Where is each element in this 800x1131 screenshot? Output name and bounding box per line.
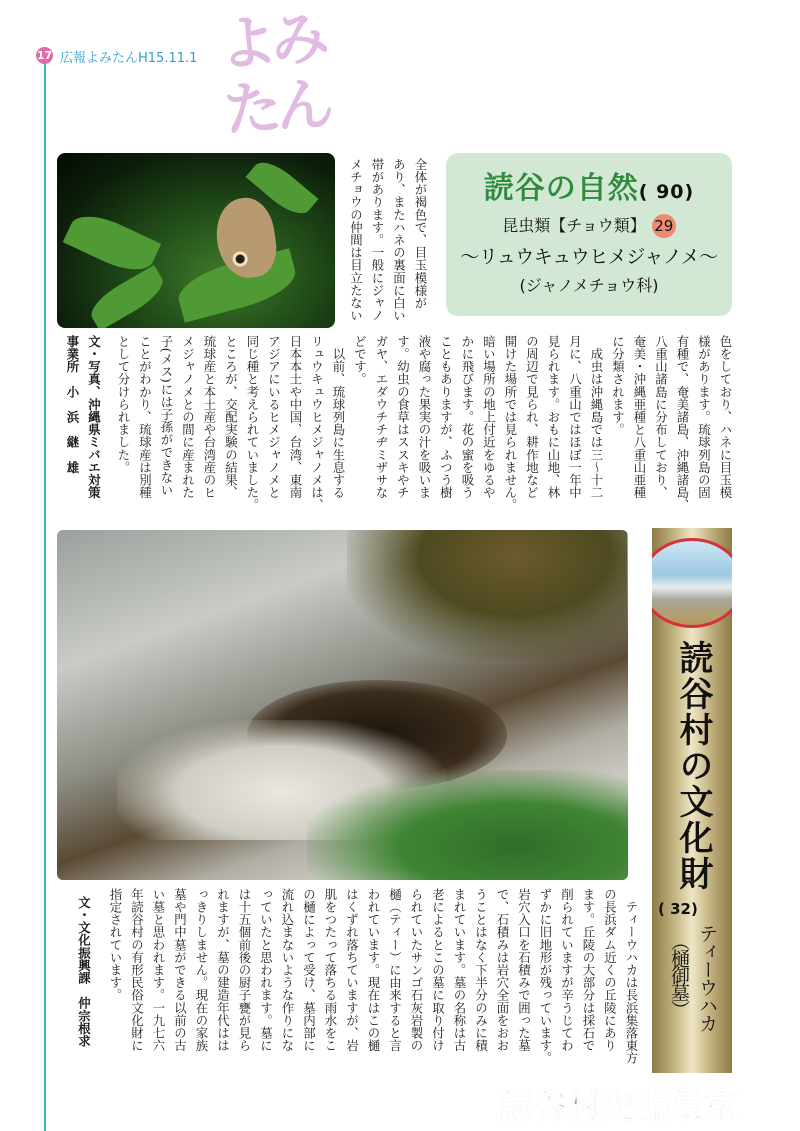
margin-rule <box>44 62 46 1131</box>
text-column: 以前、琉球列島に生息する <box>331 335 346 499</box>
tomb-photo <box>57 530 628 880</box>
text-column: メチョウの仲間は目立たない <box>348 158 364 322</box>
text-column: 肌をつたって落ちる雨水をこ <box>323 888 338 1052</box>
text-column: 八重山諸島に分布しており、 <box>653 335 669 499</box>
heritage-article-body <box>76 888 642 1070</box>
heritage-banner <box>652 528 732 1073</box>
nature-title: 読谷の自然 <box>483 171 639 206</box>
text-column: 子(メス)には子孫ができない <box>159 335 174 497</box>
text-column: こともありますが、ふつう樹 <box>438 335 454 499</box>
text-column: 琉球産と本土産や台湾産のヒ <box>202 335 217 499</box>
text-column: ガヤ、エダウチチヂミザサな <box>374 335 389 499</box>
text-column: の樋によって受け、墓内部に <box>301 888 317 1052</box>
text-column: われています。現在はこの樋 <box>366 888 381 1052</box>
text-column: で、石積みは岩穴全面をおお <box>495 888 510 1052</box>
text-column: 同じ種と考えられていました。 <box>245 335 260 512</box>
text-column: あり、またハネの裏面に白い <box>391 158 407 322</box>
nature-issue: ( 90) <box>638 181 695 203</box>
text-column: 開けた場所では見られません。 <box>503 335 518 512</box>
text-column: 月に、八重山ではほぼ一年中 <box>567 335 583 499</box>
text-column: 削られていますが辛うじてわ <box>559 888 575 1052</box>
text-column: どです。 <box>352 335 368 386</box>
text-column: れますが、墓の建造年代はは <box>215 888 231 1052</box>
species-family: (ジャノメチョウ科) <box>519 276 659 295</box>
text-column: アジアにいるヒメジャノメと <box>266 335 282 499</box>
publication-title: 広報よみたんH15.11.1 <box>60 51 198 66</box>
text-column: 液や腐った果実の汁を吸いま <box>417 335 432 499</box>
text-column: 様があります。琉球列島の固 <box>696 335 712 499</box>
text-column: 見られます。おもに山地、林 <box>546 335 561 499</box>
text-column: 有種で、奄美諸島、沖縄諸島、 <box>675 335 690 512</box>
text-column: 指定されています。 <box>108 888 123 1002</box>
species-name: 〜リュウキュウヒメジャノメ〜 <box>460 246 718 268</box>
heritage-subtitle: ティーウハカ <box>696 924 718 1032</box>
text-column: られていたサンゴ石灰岩製の <box>409 888 424 1052</box>
text-column: かに飛びます。花の蜜を吸う <box>460 335 475 499</box>
text-column: に分類されます。 <box>610 335 626 436</box>
text-column: 全体が褐色で、目玉模様が <box>413 158 428 310</box>
text-column: として分けられました。 <box>116 335 131 474</box>
shrubs <box>307 770 628 880</box>
credit-line: 事業所 小 浜 継 雄 <box>65 335 80 474</box>
text-column: い墓と思われます。一九七六 <box>151 888 166 1052</box>
text-column: 日本本土や中国、台湾、東南 <box>288 335 303 499</box>
text-column: は十五個前後の厨子甕が見ら <box>237 888 252 1052</box>
text-column: 年読谷村の有形民俗文化財に <box>129 888 145 1052</box>
yomitan-logo: よみたん <box>217 3 331 145</box>
nature-article-body <box>60 335 736 515</box>
text-column: っきりしません。現在の家族 <box>194 888 209 1052</box>
text-column: っていたと思われます。墓に <box>258 888 274 1052</box>
text-column: の周辺で見られ、耕作地など <box>524 335 540 499</box>
text-column: 流れ込まないような作りにな <box>280 888 295 1052</box>
text-column: ことがわかり、琉球産は別種 <box>137 335 153 499</box>
credit-line: 文・写真、沖縄県ミバエ対策 <box>86 335 102 499</box>
text-column: 墓や門中墓ができる以前の古 <box>172 888 188 1052</box>
photo-caption-text <box>345 158 431 326</box>
heritage-issue: ( 32) <box>658 900 698 918</box>
text-column: 老によるとこの墓に取り付け <box>430 888 446 1052</box>
text-column: 岩穴入口を石積みで囲った墓 <box>516 888 532 1052</box>
text-column: リュウキュウヒメジャノメは、 <box>309 335 325 512</box>
text-column: 色をしており、ハネに目玉模 <box>718 335 733 499</box>
text-column: ティーウハカは長浜集落東方 <box>624 888 639 1065</box>
text-column: はくずれ落ちていますが、岩 <box>344 888 360 1052</box>
butterfly-photo <box>57 153 335 328</box>
text-column: 成虫は沖縄島では三〜十二 <box>589 335 604 499</box>
text-column: ずかに旧地形が残っています。 <box>538 888 553 1065</box>
text-column: の長浜ダム近くの丘陵にあり <box>602 888 618 1052</box>
text-column: メジャノメとの間に産まれた <box>180 335 196 499</box>
text-column: 奄美・沖縄亜種と八重山亜種 <box>632 335 647 499</box>
watermark: 読谷村史編集室 <box>500 1086 738 1125</box>
text-column: 帯があります。一般にジャノ <box>370 158 385 322</box>
text-column: す。幼虫の食草はススキやチ <box>395 335 411 499</box>
category-number-badge: 29 <box>652 214 676 238</box>
palm-fronds <box>347 530 627 660</box>
text-column: うことはなく下半分のみに積 <box>473 888 489 1052</box>
nature-title-box <box>446 153 732 316</box>
text-column: ところが、交配実験の結果、 <box>223 335 239 499</box>
heritage-title: 読谷村の文化財 <box>673 640 713 892</box>
text-column: まれています。墓の名称は古 <box>452 888 467 1052</box>
heritage-subtitle-kanji: （樋御墓） <box>668 932 690 1017</box>
category-label: 昆虫類【チョウ類】 <box>502 216 646 235</box>
tomb-thumbnail <box>652 538 732 628</box>
text-column: 暗い場所の地上付近をゆるや <box>481 335 497 499</box>
text-column: 樋（ティー）に由来すると言 <box>387 888 403 1052</box>
credit-line: 文・文化振興課 仲宗根求 <box>76 896 92 1048</box>
text-column: ます。丘陵の大部分は採石で <box>581 888 596 1052</box>
page-number-badge: 17 <box>36 49 53 62</box>
